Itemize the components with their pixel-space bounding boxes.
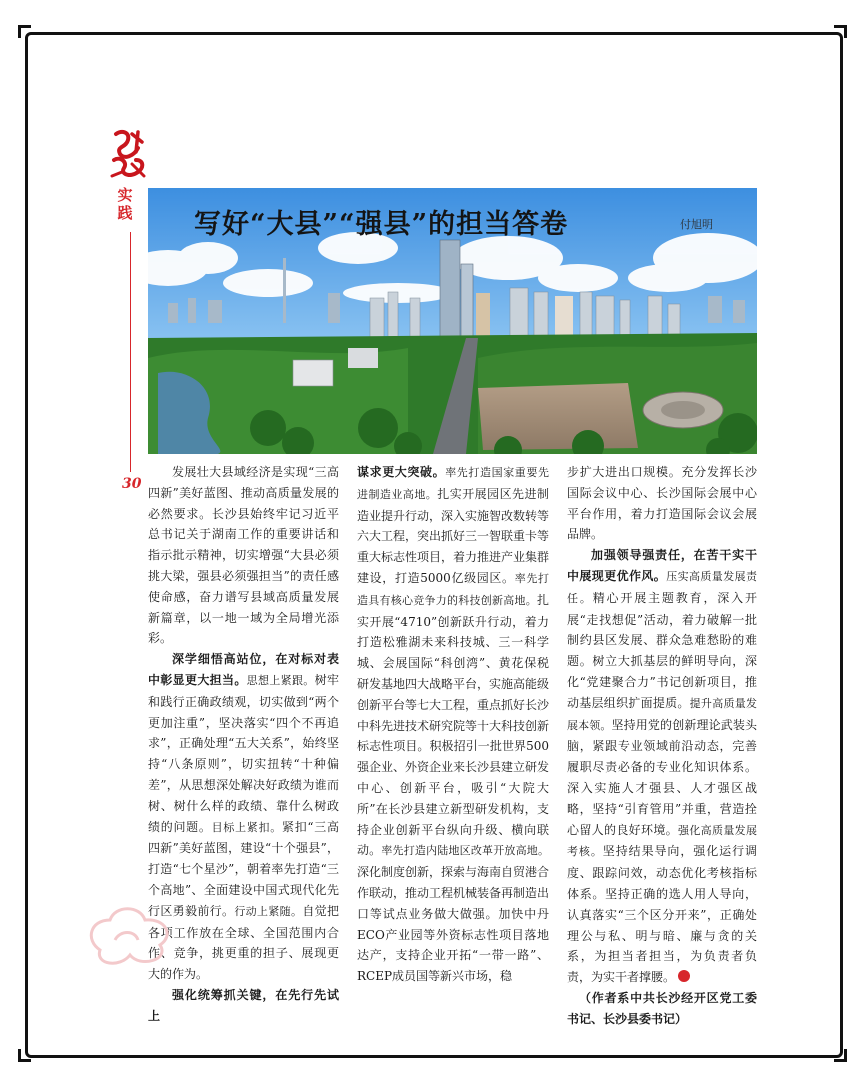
article-title: 写好“大县”“强县”的担当答卷: [194, 209, 569, 240]
keyword: 行动上紧随。: [234, 904, 303, 918]
subheading: 强化统筹抓关键，在先行先试上: [148, 987, 339, 1023]
text-column-3: [567, 462, 757, 1030]
subheading: 深学细悟高站位，在对标对表中彰显更大担当。: [148, 652, 339, 687]
subheading: 谋求更大突破。: [357, 465, 446, 479]
keyword: 提升高质量发展本领。: [567, 696, 757, 732]
decorative-cloud-icon: [80, 890, 180, 970]
text-column-2: [357, 462, 549, 987]
keyword: 率先打造具有核心竞争力的科技创新高地。: [357, 571, 550, 607]
keyword: 思想上紧跟。: [246, 673, 315, 687]
subheading: 加强领导强责任，在苦干实干中展现更优作风。: [567, 548, 757, 583]
article-author: 付旭明: [680, 218, 713, 231]
article-end-icon: [678, 970, 690, 982]
paragraph: 发展壮大县域经济是实现“三高四新”美好蓝图、推动高质量发展的必然要求。长沙县始终牢记习近平总书记关于湖南工作的重要讲话和指示批示精神，切实增强“大县必须挑大梁，强县必须强担当”的责任感使命感，奋力谱写县域高质量发展新篇章，以一地一域为全局增光添彩。: [148, 465, 339, 646]
section-tag: 实践: [117, 186, 133, 222]
keyword: 压实高质量发展责任。: [567, 569, 757, 605]
hero-photo: [148, 188, 757, 454]
paragraph: 步扩大进出口规模。充分发挥长沙国际会议中心、长沙国际会展中心平台作用，着力打造国际会议会展品牌。: [567, 465, 757, 542]
paragraph: [148, 985, 339, 1027]
keyword: 率先打造内陆地区改革开放高地。: [381, 844, 549, 858]
author-bio: （作者系中共长沙经开区党工委书记、长沙县委书记）: [567, 990, 757, 1026]
section-divider: [130, 232, 131, 472]
page-number: 30: [122, 476, 142, 492]
magazine-logo-icon: [108, 128, 150, 180]
paragraph: 深学细悟高站位，在对标对表中彰显更大担当。思想上紧跟。树牢和践行正确政绩观，切实做到“两个更加注重”，坚决落实“四个不再追求”，正确处理“五大关系”，始终坚持“八条原则”，切实扭转“十种偏差”，从思想深处解决好政绩为谁而树、树什么样的政绩、靠什么树政绩的问题。目标上紧扣。紧扣“三高四新”美好蓝图，建设“十个强县”，打造“七个星沙”，朝着率先打造“三个高地”、全面建设中国式现代化先行区勇毅前行。行动上紧随。自觉把各项工作放在全球、全国范围内合作、竞争，挑更重的担子、展现更大的作为。: [148, 652, 339, 982]
keyword: 率先打造国家重要先进制造业高地。: [357, 466, 549, 501]
keyword: 目标上紧扣。: [211, 820, 282, 834]
paragraph: 谋求更大突破。率先打造国家重要先进制造业高地。扎实开展园区先进制造业提升行动，深入实施智改数转等六大工程，突出抓好三一智联重卡等重大标志性项目，着力推进产业集群建设，打造5000亿级园区。率先打造具有核心竞争力的科技创新高地。扎实开展“4710”创新跃升行动，着力打造松雅湖未来科技城、三一科学城、会展国际“科创湾”、黄花保税研发基地四大战略平台，实施高能级创新平台等七大工程，重点抓好长沙中科先进技术研究院等十大科技创新标志性项目。积极招引一批世界500强企业、外资企业来长沙县建立研发中心、创新平台，吸引“大院大所”在长沙县建立新型研发机构，支持企业创新平台纵向升级、横向联动。率先打造内陆地区改革开放高地。深化制度创新，探索与海南自贸港合作联动，推动工程机械装备再制造出口等试点业务做大做强。加快中丹ECO产业园等外资标志性项目落地达产，支持企业开拓“一带一路”、RCEP成员国等新兴市场，稳: [357, 465, 550, 984]
paragraph: 加强领导强责任，在苦干实干中展现更优作风。压实高质量发展责任。精心开展主题教育，深入开展“走找想促”活动，着力破解一批制约县区发展、群众急难愁盼的难题。树立大抓基层的鲜明导向，深化“党建聚合力”书记创新项目，推动基层组织扩面提质。提升高质量发展本领。坚持用党的创新理论武装头脑，紧跟专业领域前沿动态，完善履职尽责必备的专业化知识体系。深入实施人才强县、人才强区战略，坚持“引育管用”并重，营造拴心留人的良好环境。强化高质量发展考核。坚持结果导向，强化运行调度、跟踪问效，动态优化考核指标体系。坚持正确的选人用人导向，认真落实“三个区分开来”，正确处理公与私、明与暗、廉与贪的关系，为担当者担当，为负责者负责，为实干者撑腰。: [567, 548, 758, 985]
keyword: 强化高质量发展考核。: [567, 823, 757, 859]
